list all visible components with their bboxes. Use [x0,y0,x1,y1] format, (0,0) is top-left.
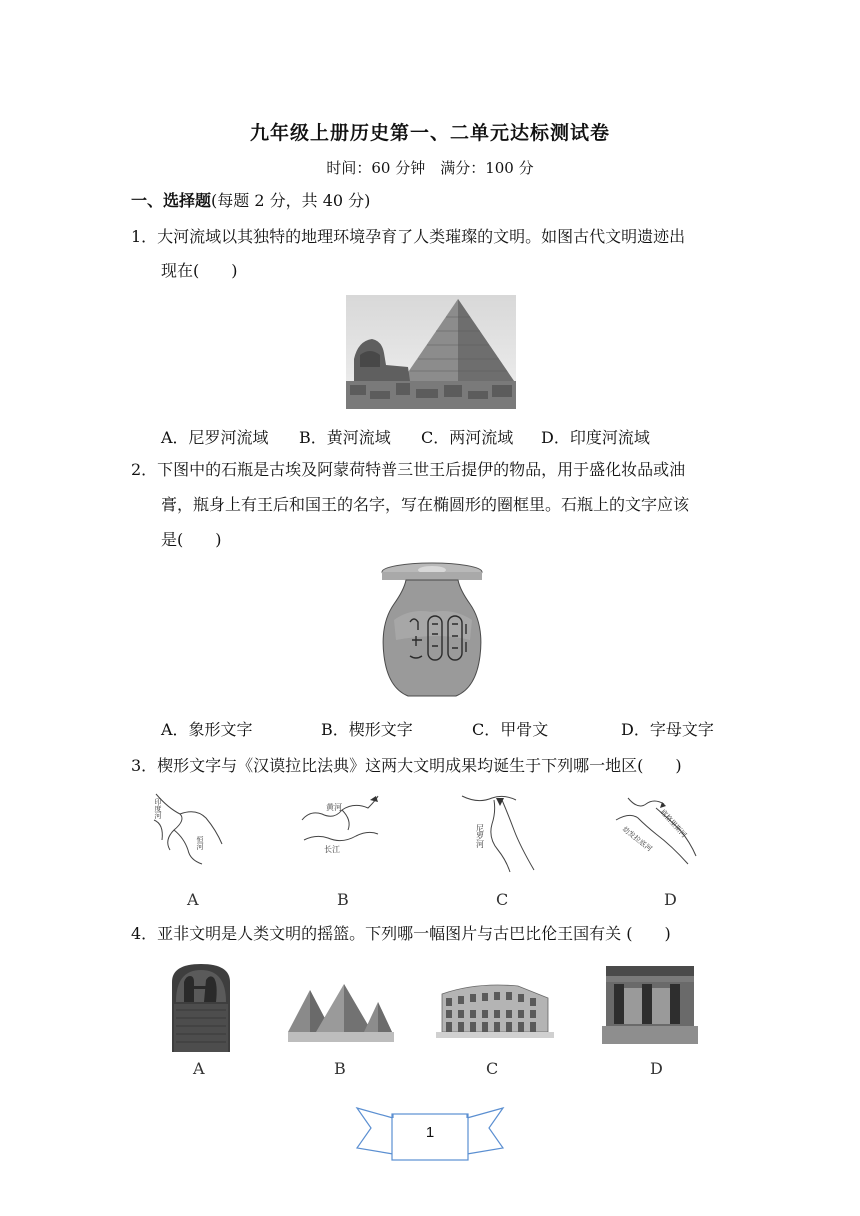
q2-option-b: B．楔形文字 [321,720,413,739]
q2-stem-line2: 膏，瓶身上有王后和国王的名字，写在椭圆形的圈框里。石瓶上的文字应该 [161,495,690,514]
exam-info: 时间：60 分钟 满分：100 分 [326,159,534,177]
q2-option-d: D．字母文字 [621,720,714,739]
q2-option-c: C．甲骨文 [472,720,549,739]
section-title: 一、选择题 [131,191,212,210]
q2-stone-jar-photo [380,560,485,706]
q4-image-d-knossos-palace [602,960,698,1044]
q2-stem-line1: 2．下图中的石瓶是古埃及阿蒙荷特普三世王后提伊的物品，用于盛化妆品或油 [131,460,686,479]
section-note: (每题 2 分，共 40 分) [211,191,371,210]
q4-image-letter-b: B [334,1059,346,1078]
q3-map-c-nile [458,790,538,874]
q3-map-d-label-tigris: 底格里斯河 [658,807,688,840]
q1-option-a: A．尼罗河流域 [161,428,269,447]
q3-map-b-label-yangtze: 长江 [324,845,340,854]
q3-map-a-indus-ganges [150,790,230,874]
q2-stem-line3: 是( ) [161,530,222,549]
q3-map-a-label-ganges: 恒河 [196,836,204,850]
q1-pyramid-sphinx-photo [346,295,516,409]
q3-map-d-mesopotamia [612,790,702,874]
q3-map-letter-c: C [496,890,509,909]
section-heading [131,191,370,211]
q4-stem-line1: 4．亚非文明是人类文明的摇篮。下列哪一幅图片与古巴比伦王国有关 ( ) [131,924,671,943]
q1-option-c: C．两河流域 [421,428,514,447]
q3-map-d-label-euphrates: 幼发拉底河 [620,825,654,854]
q1-option-b: B．黄河流域 [299,428,391,447]
page-number: 1 [425,1124,435,1141]
q4-image-letter-c: C [486,1059,499,1078]
q4-image-letter-a: A [193,1059,205,1078]
q3-map-letter-b: B [337,890,349,909]
q3-map-a-label-indus: 印度河 [154,798,162,819]
q3-map-letter-a: A [187,890,199,909]
q4-image-letter-d: D [650,1059,663,1078]
q3-stem-line1: 3．楔形文字与《汉谟拉比法典》这两大文明成果均诞生于下列哪一地区( ) [131,756,682,775]
q4-image-b-pyramids [288,980,394,1042]
page-title: 九年级上册历史第一、二单元达标测试卷 [249,122,610,144]
q2-option-a: A．象形文字 [161,720,253,739]
q3-map-b-label-yellow: 黄河 [326,803,342,812]
q4-image-a-hammurabi-stele [166,962,236,1052]
q3-map-c-label-nile: 尼罗河 [475,824,485,848]
q1-stem-line1: 1．大河流域以其独特的地理环境孕育了人类璀璨的文明。如图古代文明遗迹出 [131,227,686,246]
q1-option-d: D．印度河流域 [541,428,650,447]
q4-image-c-colosseum [436,976,554,1038]
q1-stem-line2: 现在( ) [161,261,238,280]
q3-map-b-yellow-yangtze [298,790,382,860]
q3-map-letter-d: D [664,890,677,909]
